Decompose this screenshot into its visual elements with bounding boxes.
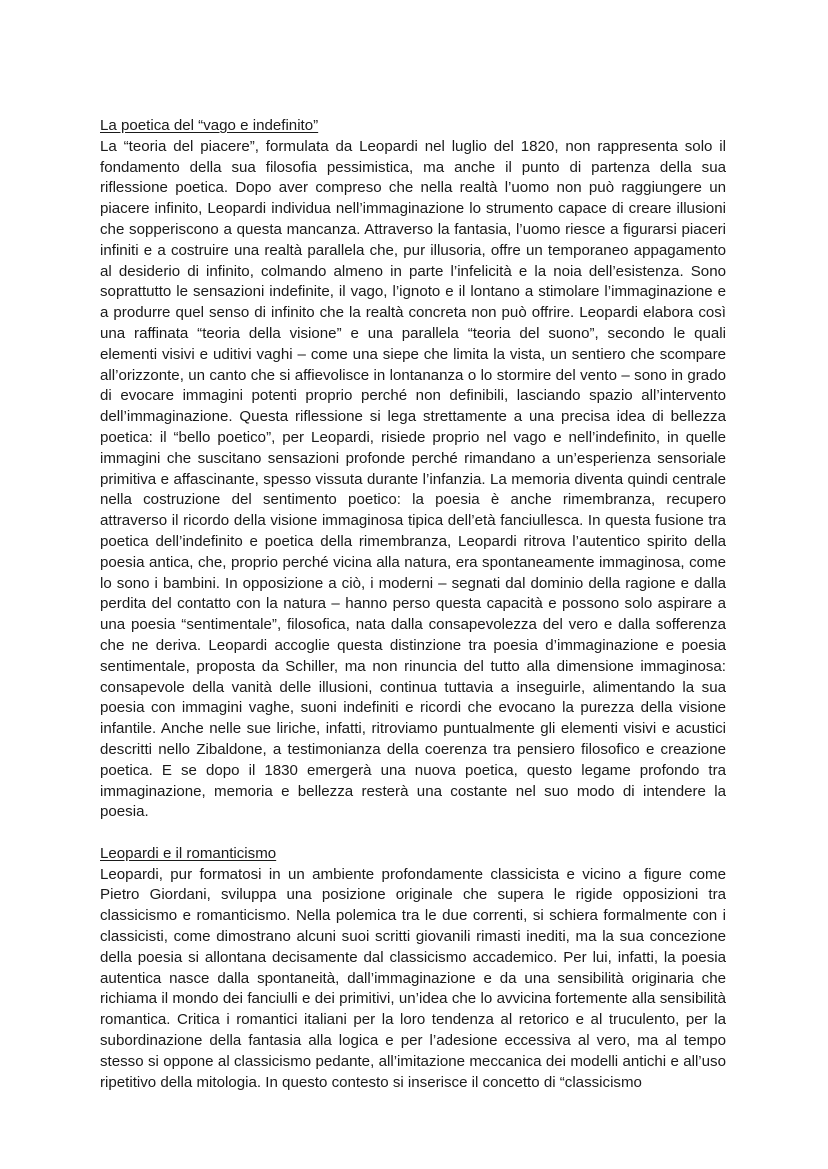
section-paragraph-poetica-vago-indefinito: La “teoria del piacere”, formulata da Leopardi nel luglio del 1820, non rappresenta solo il fondamento della sua filosofia pessimistica, ma anche il punto di partenza della sua riflessione poetica. Dopo aver compreso che nella realtà l’uomo non può raggiungere un piacere infinito, Leopardi individua nell’immaginazione lo strumento capace di creare illusioni che sopperiscono a questa mancanza. Attraverso la fantasia, l’uomo riesce a figurarsi piaceri infiniti e a costruire una realtà parallela che, pur illusoria, offre un temporaneo appagamento al desiderio di infinito, colmando almeno in parte l’infelicità e la noia dell’esistenza. Sono soprattutto le sensazioni indefinite, il vago, l’ignoto e il lontano a stimolare l’immaginazione e a produrre quel senso di infinito che la realtà concreta non può offrire. Leopardi elabora così una raffinata “teoria della visione” e una parallela “teoria del suono”, secondo le quali elementi visivi e uditivi vaghi – come una siepe che limita la vista, un sentiero che scompare all’orizzonte, un canto che si affievolisce in lontananza o lo stormire del vento – sono in grado di evocare immagini potenti proprio perché non definibili, lasciando spazio all’intervento dell’immaginazione. Questa riflessione si lega strettamente a una precisa idea di bellezza poetica: il “bello poetico”, per Leopardi, risiede proprio nel vago e nell’indefinito, in quelle immagini che suscitano sensazioni profonde perché rimandano a un’esperienza sensoriale primitiva e affascinante, spesso vissuta durante l’infanzia. La memoria diventa quindi centrale nella costruzione del sentimento poetico: la poesia è anche rimembranza, recupero attraverso il ricordo della visione immaginosa tipica dell’età fanciullesca. In questa fusione tra poetica dell’indefinito e poetica della rimembranza, Leopardi ritrova l’autentico spirito della poesia antica, che, proprio perché vicina alla natura, era spontaneamente immaginosa, come lo sono i bambini. In opposizione a ciò, i moderni – segnati dal dominio della ragione e dalla perdita del contatto con la natura – hanno perso questa capacità e possono solo aspirare a una poesia “sentimentale”, filosofica, nata dalla consapevolezza del vero e dalla sofferenza che ne deriva. Leopardi accoglie questa distinzione tra poesia d’immaginazione e poesia sentimentale, proposta da Schiller, ma non rinuncia del tutto alla dimensione immaginosa: consapevole della vanità delle illusioni, continua tuttavia a inseguirle, alimentando la sua poesia con immagini vaghe, suoni indefiniti e ricordi che evocano la purezza della visione infantile. Anche nelle sue liriche, infatti, ritroviamo puntualmente gli elementi visivi e acustici descritti nello Zibaldone, a testimonianza della coerenza tra pensiero filosofico e creazione poetica. E se dopo il 1830 emergerà una nuova poetica, questo legame profondo tra immaginazione, memoria e bellezza resterà una costante nel suo modo di intendere la poesia. <box>100 137 726 821</box>
section-title-poetica-vago-indefinito: La poetica del “vago e indefinito” <box>100 117 319 134</box>
section-paragraph-leopardi-romanticismo: Leopardi, pur formatosi in un ambiente profondamente classicista e vicino a figure come Pietro Giordani, sviluppa una posizione originale che supera le rigide opposizioni tra classicismo e romanticismo. Nella polemica tra le due correnti, si schiera formalmente con i classicisti, come dimostrano alcuni suoi scritti giovanili rimasti inediti, ma la sua concezione della poesia si allontana decisamente dal classicismo accademico. Per lui, infatti, la poesia autentica nasce dalla spontaneità, dall’immaginazione e da una sensibilità originaria che richiama il mondo dei fanciulli e dei primitivi, un’idea che lo avvicina fortemente alla sensibilità romantica. Critica i romantici italiani per la loro tendenza al retorico e al truculento, per la subordinazione della fantasia alla logica e per l’adesione eccessiva al vero, ma al tempo stesso si oppone al classicismo pedante, all’imitazione meccanica dei modelli antichi e all’uso ripetitivo della mitologia. In questo contesto si inserisce il concetto di “classicismo <box>100 865 726 1091</box>
section-spacer <box>100 823 726 844</box>
document-body <box>100 116 726 1093</box>
section-title-leopardi-romanticismo: Leopardi e il romanticismo <box>100 844 277 862</box>
